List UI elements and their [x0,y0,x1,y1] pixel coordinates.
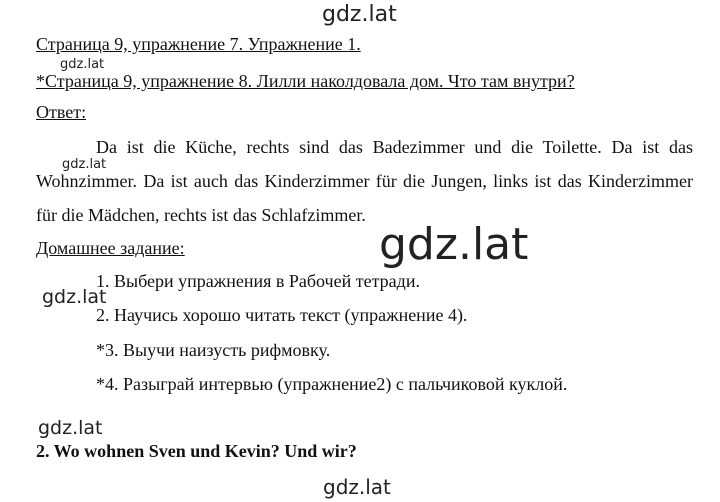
watermark-top: gdz.lat [322,2,397,27]
next-exercise-heading: 2. Wo wohnen Sven und Kevin? Und wir? [36,441,357,461]
watermark-left-1: gdz.lat [42,286,107,308]
watermark-small-1: gdz.lat [60,57,105,72]
homework-item-3: *3. Выучи наизусть рифмовку. [96,340,331,360]
exercise-7-heading: Страница 9, упражнение 7. Упражнение 1. [36,34,361,54]
exercise-8-heading: *Страница 9, упражнение 8. Лилли наколдовала дом. Что там внутри? [36,71,575,91]
watermark-small-2: gdz.lat [62,157,107,172]
watermark-bottom: gdz.lat [323,475,391,499]
answer-paragraph: Da ist die Küche, rechts sind das Badezimmer und die Toilette. Da ist das Wohnzimmer. Da ist auch das Kinderzimmer für die Jungen, links ist das Kinderzimmer für die Mädchen, rechts ist das Schlafzimmer. [36,137,693,225]
homework-item-2: 2. Научись хорошо читать текст (упражнение 4). [96,305,468,325]
watermark-left-2: gdz.lat [38,417,103,439]
homework-label: Домашнее задание: [36,238,185,258]
watermark-big: gdz.lat [379,219,529,270]
homework-item-4: *4. Разыграй интервью (упражнение2) с пальчиковой куклой. [96,374,568,394]
homework-item-1: 1. Выбери упражнения в Рабочей тетради. [96,271,420,291]
answer-label: Ответ: [36,102,87,122]
